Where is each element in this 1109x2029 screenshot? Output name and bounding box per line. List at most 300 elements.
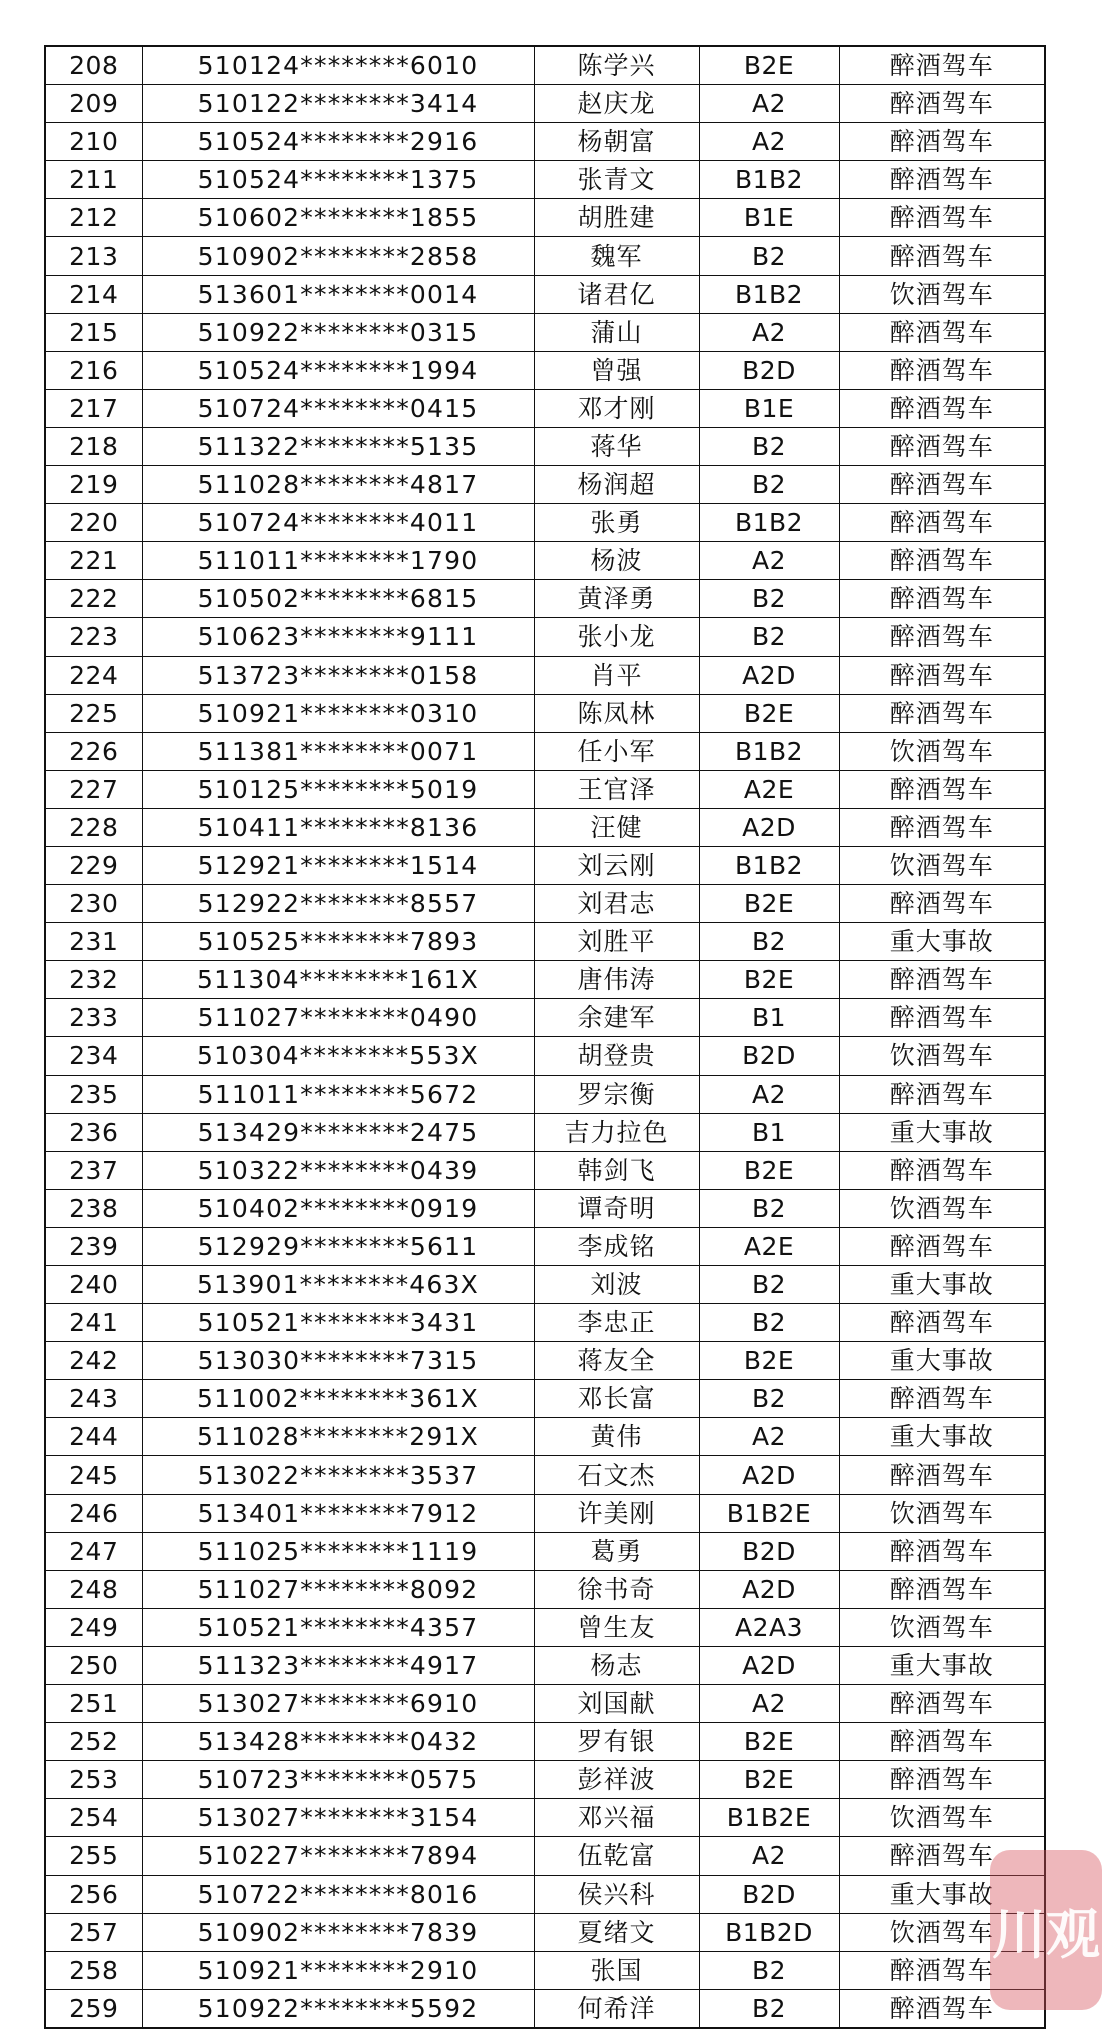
- license-class-cell: B2: [699, 237, 839, 275]
- id-number-cell: 510524********1375: [142, 161, 534, 199]
- license-class-cell: B2: [699, 1989, 839, 2028]
- id-number-cell: 510502********6815: [142, 580, 534, 618]
- violation-reason-cell: 重大事故: [839, 1342, 1045, 1380]
- id-number-cell: 510921********2910: [142, 1951, 534, 1989]
- id-number-cell: 510902********7839: [142, 1913, 534, 1951]
- license-class-cell: B1B2E: [699, 1799, 839, 1837]
- id-number-cell: 510722********8016: [142, 1875, 534, 1913]
- license-class-cell: B1B2: [699, 161, 839, 199]
- name-cell: 张勇: [534, 504, 699, 542]
- row-number-cell: 223: [45, 618, 142, 656]
- license-class-cell: B2: [699, 427, 839, 465]
- id-number-cell: 511028********4817: [142, 466, 534, 504]
- table-row: [45, 808, 1045, 846]
- row-number-cell: 227: [45, 770, 142, 808]
- row-number-cell: 237: [45, 1151, 142, 1189]
- license-class-cell: A2: [699, 85, 839, 123]
- id-number-cell: 511322********5135: [142, 427, 534, 465]
- table-row: [45, 199, 1045, 237]
- violation-reason-cell: 醉酒驾车: [839, 1837, 1045, 1875]
- table-row: [45, 1532, 1045, 1570]
- row-number-cell: 209: [45, 85, 142, 123]
- license-class-cell: A2: [699, 1837, 839, 1875]
- name-cell: 邓才刚: [534, 389, 699, 427]
- name-cell: 许美刚: [534, 1494, 699, 1532]
- id-number-cell: 510921********0310: [142, 694, 534, 732]
- violation-reason-cell: 醉酒驾车: [839, 961, 1045, 999]
- name-cell: 夏绪文: [534, 1913, 699, 1951]
- id-number-cell: 510411********8136: [142, 808, 534, 846]
- id-number-cell: 510902********2858: [142, 237, 534, 275]
- id-number-cell: 513401********7912: [142, 1494, 534, 1532]
- license-class-cell: B2D: [699, 1037, 839, 1075]
- watermark-logo: 川观: [990, 1850, 1102, 2010]
- row-number-cell: 214: [45, 275, 142, 313]
- violation-reason-cell: 重大事故: [839, 1646, 1045, 1684]
- table-body: [45, 46, 1045, 2028]
- row-number-cell: 210: [45, 123, 142, 161]
- violator-table: [44, 45, 1046, 2029]
- name-cell: 杨波: [534, 542, 699, 580]
- violation-reason-cell: 重大事故: [839, 1266, 1045, 1304]
- row-number-cell: 259: [45, 1989, 142, 2028]
- violation-reason-cell: 醉酒驾车: [839, 85, 1045, 123]
- name-cell: 李忠正: [534, 1304, 699, 1342]
- table-row: [45, 1837, 1045, 1875]
- table-row: [45, 1304, 1045, 1342]
- table-row: [45, 427, 1045, 465]
- row-number-cell: 221: [45, 542, 142, 580]
- name-cell: 罗有银: [534, 1723, 699, 1761]
- table-row: [45, 1266, 1045, 1304]
- license-class-cell: A2D: [699, 656, 839, 694]
- violation-reason-cell: 醉酒驾车: [839, 237, 1045, 275]
- violation-reason-cell: 醉酒驾车: [839, 427, 1045, 465]
- name-cell: 邓长富: [534, 1380, 699, 1418]
- name-cell: 张青文: [534, 161, 699, 199]
- name-cell: 陈凤林: [534, 694, 699, 732]
- license-class-cell: B2: [699, 618, 839, 656]
- id-number-cell: 510724********4011: [142, 504, 534, 542]
- table-row: [45, 656, 1045, 694]
- table-row: [45, 389, 1045, 427]
- violation-reason-cell: 醉酒驾车: [839, 1951, 1045, 1989]
- name-cell: 石文杰: [534, 1456, 699, 1494]
- violation-reason-cell: 醉酒驾车: [839, 580, 1045, 618]
- violation-reason-cell: 重大事故: [839, 1113, 1045, 1151]
- name-cell: 杨志: [534, 1646, 699, 1684]
- license-class-cell: B1E: [699, 199, 839, 237]
- row-number-cell: 252: [45, 1723, 142, 1761]
- row-number-cell: 213: [45, 237, 142, 275]
- violation-reason-cell: 醉酒驾车: [839, 1685, 1045, 1723]
- row-number-cell: 234: [45, 1037, 142, 1075]
- license-class-cell: B2E: [699, 885, 839, 923]
- id-number-cell: 510723********0575: [142, 1761, 534, 1799]
- row-number-cell: 231: [45, 923, 142, 961]
- violation-reason-cell: 饮酒驾车: [839, 275, 1045, 313]
- license-class-cell: B1B2: [699, 504, 839, 542]
- violation-reason-cell: 饮酒驾车: [839, 1494, 1045, 1532]
- name-cell: 曾生友: [534, 1608, 699, 1646]
- violation-reason-cell: 醉酒驾车: [839, 1570, 1045, 1608]
- license-class-cell: B2: [699, 1304, 839, 1342]
- id-number-cell: 510623********9111: [142, 618, 534, 656]
- id-number-cell: 511027********0490: [142, 999, 534, 1037]
- name-cell: 唐伟涛: [534, 961, 699, 999]
- name-cell: 蒋华: [534, 427, 699, 465]
- name-cell: 徐书奇: [534, 1570, 699, 1608]
- table-row: [45, 1151, 1045, 1189]
- id-number-cell: 513723********0158: [142, 656, 534, 694]
- id-number-cell: 513428********0432: [142, 1723, 534, 1761]
- violation-reason-cell: 醉酒驾车: [839, 656, 1045, 694]
- id-number-cell: 511011********5672: [142, 1075, 534, 1113]
- license-class-cell: B2: [699, 1266, 839, 1304]
- name-cell: 罗宗衡: [534, 1075, 699, 1113]
- table-row: [45, 1189, 1045, 1227]
- violation-reason-cell: 饮酒驾车: [839, 1913, 1045, 1951]
- row-number-cell: 216: [45, 351, 142, 389]
- row-number-cell: 208: [45, 46, 142, 85]
- violation-reason-cell: 醉酒驾车: [839, 504, 1045, 542]
- row-number-cell: 215: [45, 313, 142, 351]
- license-class-cell: B1: [699, 999, 839, 1037]
- name-cell: 魏军: [534, 237, 699, 275]
- id-number-cell: 510322********0439: [142, 1151, 534, 1189]
- name-cell: 张小龙: [534, 618, 699, 656]
- id-number-cell: 510402********0919: [142, 1189, 534, 1227]
- name-cell: 蒲山: [534, 313, 699, 351]
- row-number-cell: 254: [45, 1799, 142, 1837]
- name-cell: 余建军: [534, 999, 699, 1037]
- license-class-cell: B1B2E: [699, 1494, 839, 1532]
- license-class-cell: A2D: [699, 1570, 839, 1608]
- id-number-cell: 513030********7315: [142, 1342, 534, 1380]
- violation-reason-cell: 醉酒驾车: [839, 1989, 1045, 2028]
- row-number-cell: 245: [45, 1456, 142, 1494]
- id-number-cell: 510124********6010: [142, 46, 534, 85]
- license-class-cell: B2E: [699, 961, 839, 999]
- violation-reason-cell: 醉酒驾车: [839, 1151, 1045, 1189]
- table-row: [45, 885, 1045, 923]
- table-row: [45, 1685, 1045, 1723]
- name-cell: 胡登贵: [534, 1037, 699, 1075]
- id-number-cell: 511011********1790: [142, 542, 534, 580]
- table-row: [45, 1913, 1045, 1951]
- name-cell: 杨润超: [534, 466, 699, 504]
- id-number-cell: 510724********0415: [142, 389, 534, 427]
- table-row: [45, 313, 1045, 351]
- license-class-cell: B2E: [699, 694, 839, 732]
- license-class-cell: B1B2: [699, 275, 839, 313]
- license-class-cell: A2D: [699, 808, 839, 846]
- violation-reason-cell: 饮酒驾车: [839, 1608, 1045, 1646]
- table-row: [45, 580, 1045, 618]
- row-number-cell: 218: [45, 427, 142, 465]
- row-number-cell: 253: [45, 1761, 142, 1799]
- license-class-cell: B2E: [699, 1151, 839, 1189]
- violation-reason-cell: 醉酒驾车: [839, 123, 1045, 161]
- license-class-cell: B2: [699, 466, 839, 504]
- violation-reason-cell: 醉酒驾车: [839, 1532, 1045, 1570]
- license-class-cell: B2E: [699, 1723, 839, 1761]
- name-cell: 伍乾富: [534, 1837, 699, 1875]
- id-number-cell: 513901********463X: [142, 1266, 534, 1304]
- id-number-cell: 513429********2475: [142, 1113, 534, 1151]
- table-row: [45, 1494, 1045, 1532]
- license-class-cell: B1E: [699, 389, 839, 427]
- violation-reason-cell: 醉酒驾车: [839, 313, 1045, 351]
- name-cell: 吉力拉色: [534, 1113, 699, 1151]
- row-number-cell: 249: [45, 1608, 142, 1646]
- license-class-cell: A2D: [699, 1456, 839, 1494]
- license-class-cell: A2A3: [699, 1608, 839, 1646]
- license-class-cell: B2: [699, 923, 839, 961]
- name-cell: 曾强: [534, 351, 699, 389]
- license-class-cell: B2E: [699, 1761, 839, 1799]
- name-cell: 赵庆龙: [534, 85, 699, 123]
- license-class-cell: A2: [699, 1075, 839, 1113]
- name-cell: 何希洋: [534, 1989, 699, 2028]
- license-class-cell: A2: [699, 313, 839, 351]
- violation-reason-cell: 醉酒驾车: [839, 1723, 1045, 1761]
- name-cell: 刘国献: [534, 1685, 699, 1723]
- id-number-cell: 510524********1994: [142, 351, 534, 389]
- violation-reason-cell: 饮酒驾车: [839, 1799, 1045, 1837]
- table-row: [45, 1113, 1045, 1151]
- license-class-cell: B2D: [699, 1875, 839, 1913]
- id-number-cell: 511323********4917: [142, 1646, 534, 1684]
- id-number-cell: 513601********0014: [142, 275, 534, 313]
- name-cell: 肖平: [534, 656, 699, 694]
- license-class-cell: A2: [699, 123, 839, 161]
- id-number-cell: 510602********1855: [142, 199, 534, 237]
- name-cell: 邓兴福: [534, 1799, 699, 1837]
- id-number-cell: 512929********5611: [142, 1227, 534, 1265]
- violation-reason-cell: 醉酒驾车: [839, 999, 1045, 1037]
- row-number-cell: 212: [45, 199, 142, 237]
- license-class-cell: B2E: [699, 46, 839, 85]
- license-class-cell: B1B2: [699, 732, 839, 770]
- row-number-cell: 239: [45, 1227, 142, 1265]
- row-number-cell: 247: [45, 1532, 142, 1570]
- violation-reason-cell: 醉酒驾车: [839, 694, 1045, 732]
- row-number-cell: 255: [45, 1837, 142, 1875]
- row-number-cell: 251: [45, 1685, 142, 1723]
- row-number-cell: 248: [45, 1570, 142, 1608]
- violation-reason-cell: 醉酒驾车: [839, 1304, 1045, 1342]
- row-number-cell: 238: [45, 1189, 142, 1227]
- license-class-cell: B1: [699, 1113, 839, 1151]
- row-number-cell: 230: [45, 885, 142, 923]
- name-cell: 刘君志: [534, 885, 699, 923]
- name-cell: 刘胜平: [534, 923, 699, 961]
- table-row: [45, 1037, 1045, 1075]
- table-row: [45, 161, 1045, 199]
- violation-reason-cell: 醉酒驾车: [839, 161, 1045, 199]
- violation-reason-cell: 重大事故: [839, 923, 1045, 961]
- id-number-cell: 510227********7894: [142, 1837, 534, 1875]
- violation-reason-cell: 饮酒驾车: [839, 846, 1045, 884]
- id-number-cell: 512922********8557: [142, 885, 534, 923]
- id-number-cell: 511381********0071: [142, 732, 534, 770]
- license-class-cell: B2D: [699, 1532, 839, 1570]
- id-number-cell: 513027********6910: [142, 1685, 534, 1723]
- row-number-cell: 219: [45, 466, 142, 504]
- row-number-cell: 220: [45, 504, 142, 542]
- table-row: [45, 1418, 1045, 1456]
- id-number-cell: 510922********0315: [142, 313, 534, 351]
- name-cell: 蒋友全: [534, 1342, 699, 1380]
- table-row: [45, 504, 1045, 542]
- id-number-cell: 511002********361X: [142, 1380, 534, 1418]
- table-row: [45, 1951, 1045, 1989]
- name-cell: 葛勇: [534, 1532, 699, 1570]
- table-row: [45, 1227, 1045, 1265]
- violation-reason-cell: 醉酒驾车: [839, 618, 1045, 656]
- violation-reason-cell: 醉酒驾车: [839, 46, 1045, 85]
- license-class-cell: A2: [699, 542, 839, 580]
- table-row: [45, 1799, 1045, 1837]
- table-row: [45, 1075, 1045, 1113]
- row-number-cell: 250: [45, 1646, 142, 1684]
- name-cell: 黄伟: [534, 1418, 699, 1456]
- table-row: [45, 466, 1045, 504]
- row-number-cell: 225: [45, 694, 142, 732]
- row-number-cell: 217: [45, 389, 142, 427]
- id-number-cell: 513027********3154: [142, 1799, 534, 1837]
- table-row: [45, 1761, 1045, 1799]
- name-cell: 黄泽勇: [534, 580, 699, 618]
- table-row: [45, 923, 1045, 961]
- table-row: [45, 694, 1045, 732]
- table-row: [45, 961, 1045, 999]
- table-row: [45, 237, 1045, 275]
- table-row: [45, 275, 1045, 313]
- violation-reason-cell: 饮酒驾车: [839, 732, 1045, 770]
- violation-reason-cell: 醉酒驾车: [839, 808, 1045, 846]
- row-number-cell: 258: [45, 1951, 142, 1989]
- id-number-cell: 510922********5592: [142, 1989, 534, 2028]
- table-row: [45, 1342, 1045, 1380]
- table-row: [45, 999, 1045, 1037]
- table-row: [45, 1570, 1045, 1608]
- row-number-cell: 222: [45, 580, 142, 618]
- violation-reason-cell: 醉酒驾车: [839, 770, 1045, 808]
- row-number-cell: 233: [45, 999, 142, 1037]
- table-row: [45, 542, 1045, 580]
- row-number-cell: 211: [45, 161, 142, 199]
- table-row: [45, 123, 1045, 161]
- row-number-cell: 236: [45, 1113, 142, 1151]
- violation-reason-cell: 醉酒驾车: [839, 1227, 1045, 1265]
- license-class-cell: B1B2: [699, 846, 839, 884]
- row-number-cell: 241: [45, 1304, 142, 1342]
- name-cell: 诸君亿: [534, 275, 699, 313]
- table-row: [45, 1608, 1045, 1646]
- license-class-cell: A2D: [699, 1646, 839, 1684]
- id-number-cell: 513022********3537: [142, 1456, 534, 1494]
- row-number-cell: 243: [45, 1380, 142, 1418]
- table-row: [45, 351, 1045, 389]
- row-number-cell: 228: [45, 808, 142, 846]
- license-class-cell: A2E: [699, 770, 839, 808]
- license-class-cell: A2: [699, 1685, 839, 1723]
- violation-reason-cell: 醉酒驾车: [839, 542, 1045, 580]
- license-class-cell: B2: [699, 1189, 839, 1227]
- violation-reason-cell: 醉酒驾车: [839, 1456, 1045, 1494]
- license-class-cell: B2E: [699, 1342, 839, 1380]
- row-number-cell: 224: [45, 656, 142, 694]
- id-number-cell: 510122********3414: [142, 85, 534, 123]
- table-row: [45, 1875, 1045, 1913]
- name-cell: 张国: [534, 1951, 699, 1989]
- row-number-cell: 242: [45, 1342, 142, 1380]
- row-number-cell: 226: [45, 732, 142, 770]
- name-cell: 刘云刚: [534, 846, 699, 884]
- license-class-cell: A2E: [699, 1227, 839, 1265]
- violation-reason-cell: 醉酒驾车: [839, 389, 1045, 427]
- table-row: [45, 1989, 1045, 2028]
- id-number-cell: 511027********8092: [142, 1570, 534, 1608]
- table-row: [45, 1456, 1045, 1494]
- table-row: [45, 85, 1045, 123]
- name-cell: 王官泽: [534, 770, 699, 808]
- row-number-cell: 232: [45, 961, 142, 999]
- row-number-cell: 235: [45, 1075, 142, 1113]
- table-row: [45, 770, 1045, 808]
- violation-reason-cell: 醉酒驾车: [839, 1761, 1045, 1799]
- name-cell: 刘波: [534, 1266, 699, 1304]
- name-cell: 汪健: [534, 808, 699, 846]
- violation-reason-cell: 醉酒驾车: [839, 199, 1045, 237]
- name-cell: 侯兴科: [534, 1875, 699, 1913]
- violation-reason-cell: 醉酒驾车: [839, 466, 1045, 504]
- license-class-cell: B1B2D: [699, 1913, 839, 1951]
- id-number-cell: 511028********291X: [142, 1418, 534, 1456]
- row-number-cell: 246: [45, 1494, 142, 1532]
- id-number-cell: 512921********1514: [142, 846, 534, 884]
- name-cell: 陈学兴: [534, 46, 699, 85]
- violation-reason-cell: 重大事故: [839, 1875, 1045, 1913]
- row-number-cell: 256: [45, 1875, 142, 1913]
- id-number-cell: 510525********7893: [142, 923, 534, 961]
- id-number-cell: 511025********1119: [142, 1532, 534, 1570]
- row-number-cell: 244: [45, 1418, 142, 1456]
- name-cell: 韩剑飞: [534, 1151, 699, 1189]
- name-cell: 杨朝富: [534, 123, 699, 161]
- id-number-cell: 510125********5019: [142, 770, 534, 808]
- name-cell: 彭祥波: [534, 1761, 699, 1799]
- violation-reason-cell: 饮酒驾车: [839, 1189, 1045, 1227]
- id-number-cell: 510521********3431: [142, 1304, 534, 1342]
- name-cell: 任小军: [534, 732, 699, 770]
- violation-reason-cell: 醉酒驾车: [839, 1380, 1045, 1418]
- table-row: [45, 1723, 1045, 1761]
- violation-reason-cell: 醉酒驾车: [839, 351, 1045, 389]
- table-row: [45, 1646, 1045, 1684]
- id-number-cell: 511304********161X: [142, 961, 534, 999]
- license-class-cell: B2: [699, 1380, 839, 1418]
- license-class-cell: B2: [699, 1951, 839, 1989]
- row-number-cell: 240: [45, 1266, 142, 1304]
- violation-reason-cell: 饮酒驾车: [839, 1037, 1045, 1075]
- table-row: [45, 846, 1045, 884]
- license-class-cell: B2D: [699, 351, 839, 389]
- id-number-cell: 510304********553X: [142, 1037, 534, 1075]
- license-class-cell: B2: [699, 580, 839, 618]
